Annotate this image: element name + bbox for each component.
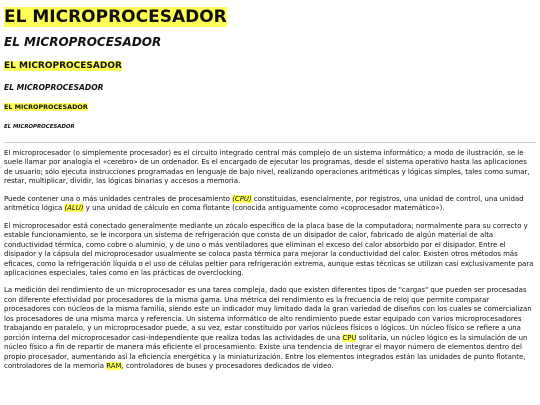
- p4-text-c: , controladores de buses y procesadores dedicados de video.: [121, 362, 334, 371]
- term-cpu-2: CPU: [342, 333, 357, 342]
- term-alu: (ALU): [64, 204, 84, 213]
- heading-level-4: EL MICROPROCESADOR: [4, 82, 104, 92]
- horizontal-rule: [4, 142, 536, 143]
- paragraph-cpu-components: [4, 195, 536, 214]
- heading-level-3: [4, 61, 536, 71]
- term-ram: RAM: [106, 362, 122, 371]
- paragraph-performance: [4, 286, 536, 371]
- heading-5-text: EL MICROPROCESADOR: [4, 103, 88, 112]
- p2-text-b: constituidas, esencialmente, por registros, una unidad de control, una unidad aritmético lógica: [4, 194, 524, 213]
- heading-level-2: EL MICROPROCESADOR: [4, 34, 162, 49]
- paragraph-intro: El microprocesador (o simplemente procesador) es el circuito integrado central más complejo de un sistema informático; a modo de ilustración, se le suele llamar por analogía el «cerebro» de un ordenador. Es el encargado de ejecutar los programas, desde el sistema operativo hasta las aplicaciones de usuario; sólo ejecuta instrucciones programadas en lenguaje de bajo nivel, realizando operaciones aritméticas y lógicas simples, tales como sumar, restar, multiplicar, dividir, las lógicas binarias y accesos a memoria.: [4, 148, 530, 186]
- heading-level-6: EL MICROPROCESADOR: [4, 123, 75, 130]
- heading-3-text: EL MICROPROCESADOR: [4, 61, 122, 72]
- term-cpu: (CPU): [232, 194, 252, 203]
- paragraph-cooling: El microprocesador está conectado generalmente mediante un zócalo específico de la placa base de la computadora; normalmente para su correcto y estable funcionamiento, se le incorpora un sistema de refrigeración que consta de un disipador de calor, fabricado de algún material de alta conductividad térmica, como cobre o aluminio, y de uno o más ventiladores que eliminan el exceso del calor absorbido por el disipador. Entre el disipador y la cápsula del microprocesador usualmente se coloca pasta térmica para mejorar la conductividad del calor. Existen otros métodos más eficaces, como la refrigeración líquida o el uso de células peltier para refrigeración extrema, aunque estas técnicas se utilizan casi exclusivamente para aplicaciones especiales, tales como en las prácticas de overclocking.: [4, 221, 534, 277]
- p2-text-a: Puede contener una o más unidades centrales de procesamiento: [4, 194, 233, 203]
- heading-1-text: EL MICROPROCESADOR: [4, 7, 227, 27]
- heading-level-1: [4, 8, 536, 28]
- heading-level-5: [4, 104, 536, 111]
- p4-text-a: La medición del rendimiento de un microprocesador es una tarea compleja, dado que existen diferentes tipos de "cargas" que pueden ser procesadas con diferente efectividad por procesadores de la misma gama. Una métrica del rendimiento es la frecuencia de reloj que permite comparar procesadores con núcleos de la misma familia, siendo este un indicador muy limitado dada la gran variedad de diseños con los cuales se comercializan los procesadores de una misma marca y referencia. Un sistema informático de alto rendimiento puede estar equipado con varios microprocesadores trabajando en paralelo, y un microprocesador puede, a su vez, estar constituido por varios núcleos físicos o lógicos. Un núcleo físico se refiere a una porción interna del microprocesador casi-independiente que realiza todas las actividades de una: [4, 286, 532, 342]
- p4-text-b: solitaria, un núcleo lógico es la simulación de un núcleo físico a fin de repartir de manera más eficiente el procesamiento. Existe una tendencia de integrar el mayor número de elementos dentro del propio procesador, aumentando así la eficiencia energética y la miniaturización. Entre los elementos integrados están las unidades de punto flotante, controladores de la memoria: [4, 333, 528, 371]
- p2-text-c: y una unidad de cálculo en coma flotante (conocida antiguamente como «coprocesador matemático»).: [83, 204, 445, 213]
